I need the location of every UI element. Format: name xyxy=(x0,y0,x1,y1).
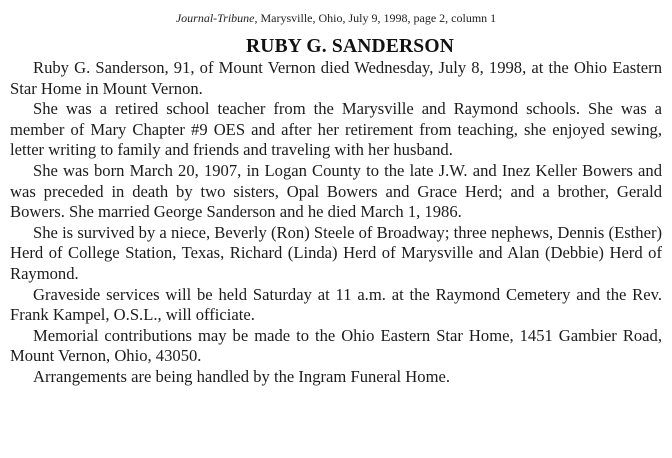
paragraph-family-history: She was born March 20, 1907, in Logan County to the late J.W. and Inez Keller Bowers and was preceded in death by two sisters, Opal Bowers and Grace Herd; and a brother, Gerald Bowers. She married George Sanderson and he died March 1, 1986. xyxy=(10,160,662,222)
publication-name: Journal-Tribune xyxy=(175,11,255,25)
paragraph-death-notice: Ruby G. Sanderson, 91, of Mount Vernon died Wednesday, July 8, 1998, at the Ohio Eastern Star Home in Mount Vernon. xyxy=(10,58,662,98)
paragraph-arrangements: Arrangements are being handled by the Ingram Funeral Home. xyxy=(33,366,451,386)
paragraph-services: Graveside services will be held Saturday at 11 a.m. at the Raymond Cemetery and the Rev. Frank Kampel, O.S.L., will officiate. xyxy=(10,284,662,325)
paragraph-survivors: She is survived by a niece, Beverly (Ron) Steele of Broadway; three nephews, Dennis (Esther) Herd of College Station, Texas, Richard (Linda) Herd of Marysville and Alan (Debbie) Herd of Raymond. xyxy=(10,222,662,283)
obituary-headline: RUBY G. SANDERSON xyxy=(246,36,454,57)
paragraph-career: She was a retired school teacher from the Marysville and Raymond schools. She was a member of Mary Chapter #9 OES and after her retirement from teaching, she enjoyed sewing, letter writing to family and friends and traveling with her husband. xyxy=(10,99,662,160)
publication-details: , Marysville, Ohio, July 9, 1998, page 2, column 1 xyxy=(254,11,497,25)
paragraph-memorials: Memorial contributions may be made to the Ohio Eastern Star Home, 1451 Gambier Road, Mount Vernon, Ohio, 43050. xyxy=(10,325,662,366)
obituary-body xyxy=(10,58,662,388)
source-citation xyxy=(0,10,672,26)
